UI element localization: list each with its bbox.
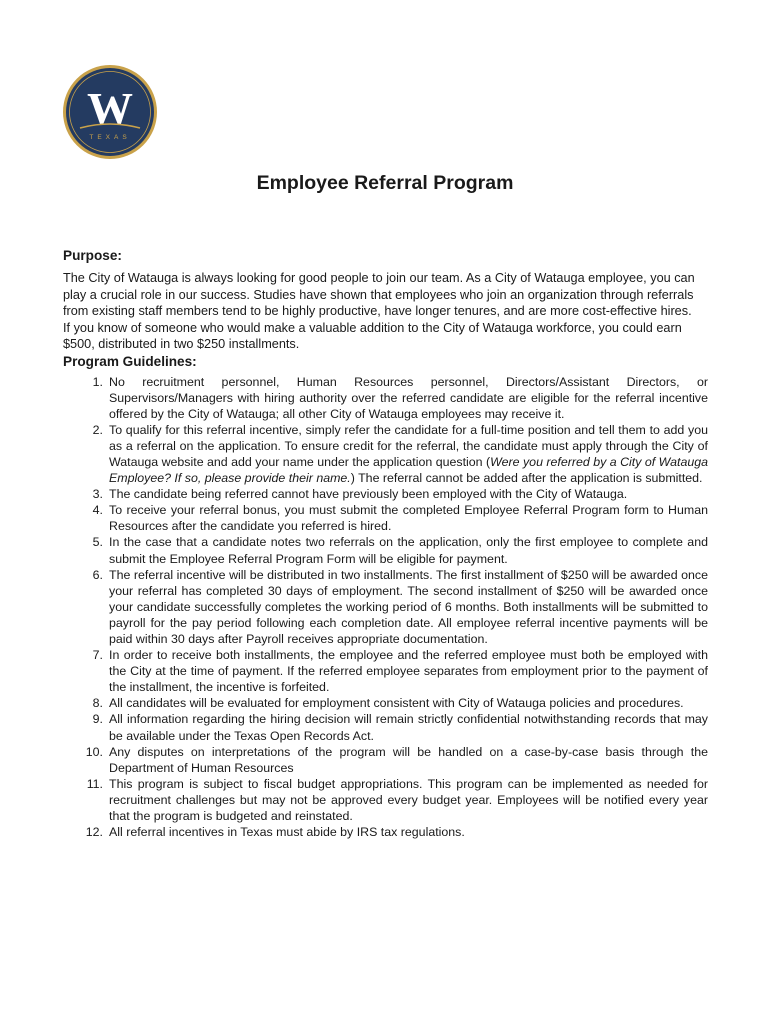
list-item-text-part: ) The referral cannot be added after the application is submitted. <box>350 471 703 486</box>
list-item-text: Any disputes on interpretations of the program will be handled on a case-by-case basis through the Department of Human Resources <box>109 744 708 775</box>
list-item-text: This program is subject to fiscal budget appropriations. This program can be implemented as needed for recruitment challenges but may not be approved every budget year. Employees will be notified every year that the program is budgeted and reinstated. <box>109 776 708 824</box>
list-item <box>63 744 708 776</box>
list-item <box>63 486 708 502</box>
list-item-number: 3. <box>92 487 103 502</box>
purpose-paragraph-2: If you know of someone who would make a valuable addition to the City of Watauga workforce, you could earn $500, distributed in two $250 installments. <box>63 320 682 351</box>
purpose-heading: Purpose: <box>63 248 122 263</box>
list-item-text: All referral incentives in Texas must abide by IRS tax regulations. <box>109 825 465 840</box>
list-item <box>63 824 708 840</box>
list-item-text: In order to receive both installments, the employee and the referred employee must both be employed with the City at the time of payment. If the referred employee separates from employment prior to the payment of the installment, the incentive is forfeited. <box>109 648 708 695</box>
list-item <box>63 647 708 695</box>
list-item-text: No recruitment personnel, Human Resources personnel, Directors/Assistant Directors, or Supervisors/Managers with hiring authority over the referred candidate are eligible for the referral incentive offered by the City of Watauga; all other City of Watauga employees may receive it. <box>109 374 708 421</box>
list-item-number: 11. <box>86 776 103 791</box>
list-item <box>63 374 708 422</box>
list-item-number: 7. <box>92 648 103 663</box>
guidelines-heading: Program Guidelines: <box>63 353 197 369</box>
list-item-text: All information regarding the hiring decision will remain strictly confidential notwithstanding records that may be available under the Texas Open Records Act. <box>109 712 708 743</box>
list-item-number: 5. <box>92 535 103 550</box>
page-title: Employee Referral Program <box>256 172 514 194</box>
list-item-number: 12. <box>85 825 103 840</box>
list-item <box>63 534 708 566</box>
list-item <box>63 502 708 534</box>
logo-subtext: TEXAS <box>89 134 131 141</box>
purpose-paragraph-1: The City of Watauga is always looking for good people to join our team. As a City of Watauga employee, you can play a crucial role in our success. Studies have shown that employees who join an organization through referrals from existing staff members tend to be highly productive, have longer tenures, and are more cost-effective hires. <box>63 271 695 318</box>
list-item <box>63 711 708 743</box>
application-question-text: Were you referred by a City of Watauga Employee? If so, please provide their name. <box>109 454 709 486</box>
list-item <box>63 422 708 486</box>
list-item-number: 10. <box>85 744 103 759</box>
list-item <box>63 776 708 824</box>
list-item <box>63 695 708 711</box>
list-item-number: 9. <box>92 712 103 727</box>
guidelines-list <box>63 374 708 841</box>
logo-letter: W <box>87 83 133 134</box>
list-item-number: 8. <box>92 696 103 711</box>
city-logo <box>62 64 158 160</box>
list-item-text: To receive your referral bonus, you must submit the completed Employee Referral Program form to Human Resources after the candidate you referred is hired. <box>109 503 708 534</box>
list-item-number: 4. <box>92 503 103 518</box>
document-body <box>63 247 708 840</box>
list-item-text: In the case that a candidate notes two referrals on the application, only the first employee to complete and submit the Employee Referral Program Form will be eligible for payment. <box>109 535 708 566</box>
list-item-number: 1. <box>92 374 103 389</box>
list-item-text: The referral incentive will be distributed in two installments. The first installment of $250 will be awarded once your referral has completed 30 days of employment. The second installment of $250 will be awarded once your candidate successfully completes the working period of 6 months. Both installments will be submitted to payroll for the pay period following each completion date. All employee referral incentive payments will be paid within 30 days after Payroll receives appropriate documentation. <box>109 567 708 646</box>
list-item <box>63 567 708 647</box>
list-item-text: All candidates will be evaluated for employment consistent with City of Watauga policies and procedures. <box>109 696 684 711</box>
list-item-text-part: To qualify for this referral incentive, simply refer the candidate for a full-time position and tell them to add you as a referral on the application. To ensure credit for the referral, the candidate must apply through the City of Watauga website and add your name under the application question ( <box>109 422 708 469</box>
list-item-number: 6. <box>92 567 103 582</box>
list-item-number: 2. <box>92 422 103 437</box>
list-item-text <box>109 422 708 486</box>
list-item-text: The candidate being referred cannot have previously been employed with the City of Watauga. <box>109 487 628 502</box>
